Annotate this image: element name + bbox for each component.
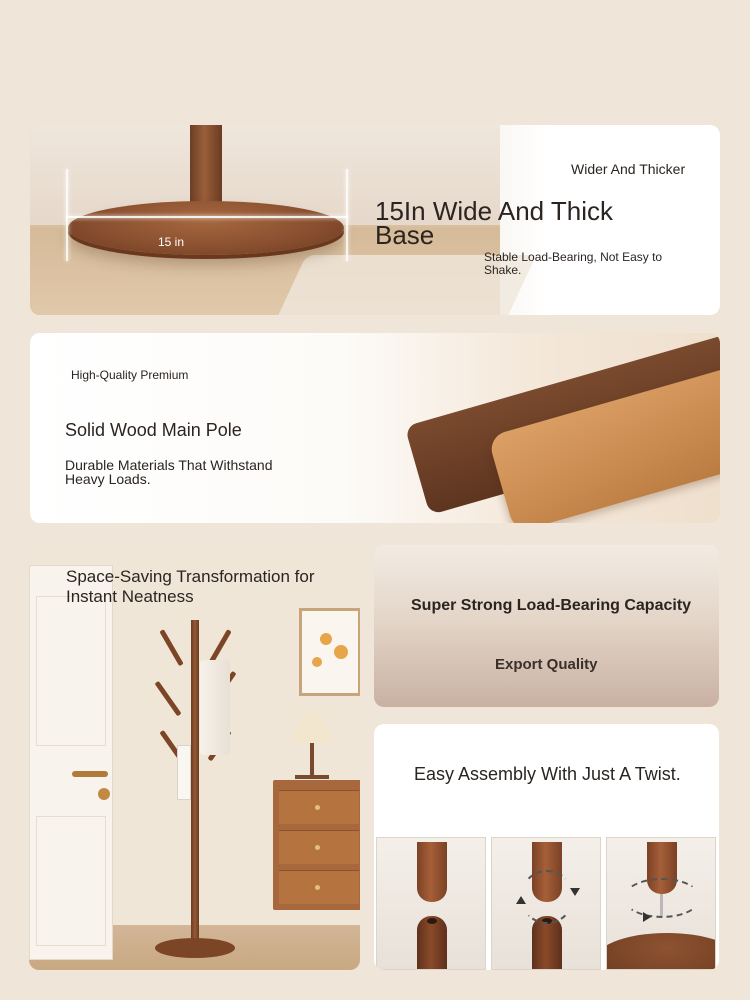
base-eyebrow: Wider And Thicker [571, 161, 686, 177]
lamp-stem [310, 743, 314, 777]
drawer [279, 870, 359, 904]
measure-label: 15 in [158, 235, 185, 249]
assembly-card [374, 724, 719, 970]
wood-title: Solid Wood Main Pole [65, 420, 242, 440]
room-title: Space-Saving Transformation for Instant Neatness [66, 567, 315, 606]
assembly-title: Easy Assembly With Just A Twist. [414, 764, 681, 784]
load-title: Super Strong Load-Bearing Capacity [411, 597, 692, 614]
assembly-step-1 [376, 837, 486, 970]
measure-tick-left [66, 169, 68, 261]
hanging-tote-bag [177, 745, 191, 800]
base-title: 15In Wide And Thick Base [375, 196, 613, 250]
drawer-knob [315, 845, 320, 850]
drawer-knob [315, 885, 320, 890]
hanging-coat [200, 660, 230, 755]
wood-feature-card [30, 333, 720, 523]
drawer-knob [315, 805, 320, 810]
rotate-arrow-icon [623, 878, 701, 918]
pole-segment-bottom [417, 916, 447, 970]
orange-fruit [312, 657, 322, 667]
screw-hole [427, 918, 437, 924]
orange-fruit [320, 633, 332, 645]
wood-eyebrow: High-Quality Premium [71, 368, 189, 382]
width-measure-line [66, 216, 348, 218]
room-scene-card [29, 545, 360, 970]
pole-segment-bottom [532, 916, 562, 970]
base-feature-card [30, 125, 720, 315]
assembly-step-3 [606, 837, 716, 970]
arrow-tip-icon [570, 888, 580, 896]
door-image [29, 565, 113, 960]
base-subtitle: Stable Load-Bearing, Not Easy to Shake. [484, 250, 663, 277]
measure-tick-right [346, 169, 348, 261]
door-lock [98, 788, 110, 800]
door-panel [36, 596, 106, 746]
rotate-arrow-icon [520, 870, 574, 924]
drawer [279, 790, 359, 824]
door-handle [72, 771, 108, 777]
pole-segment-top [417, 842, 447, 902]
coat-rack-base [155, 938, 235, 958]
dresser-image [273, 780, 360, 910]
load-bearing-card [374, 545, 719, 707]
drawer [279, 830, 359, 864]
wall-picture-frame [299, 608, 360, 696]
load-subtitle: Export Quality [495, 656, 598, 673]
arrow-tip-icon [643, 912, 651, 922]
wood-subtitle: Durable Materials That Withstand Heavy Loads. [65, 457, 273, 487]
arrow-tip-icon [516, 896, 526, 904]
coat-rack-pole [191, 620, 199, 950]
assembly-step-2 [491, 837, 601, 970]
base-disc [606, 933, 716, 970]
lamp-base [295, 775, 329, 779]
door-panel [36, 816, 106, 946]
base-disc-image [68, 201, 344, 255]
orange-fruit [334, 645, 348, 659]
